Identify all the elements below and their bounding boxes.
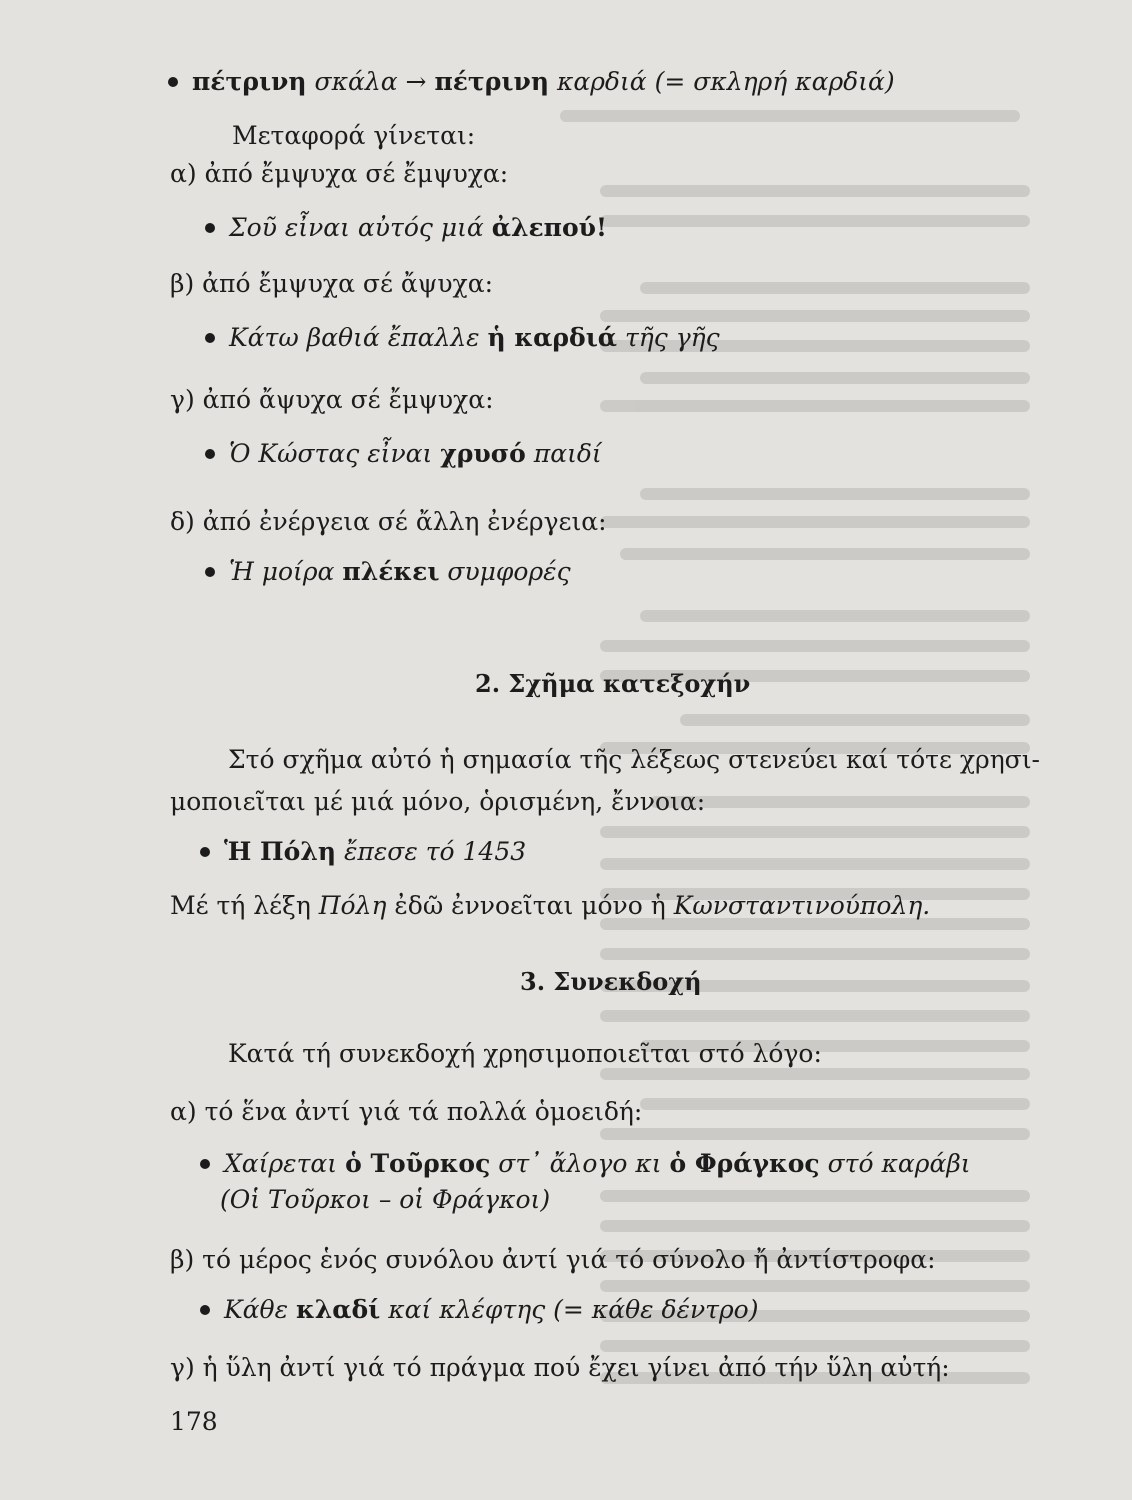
text-line-9: δ) ἀπό ἐνέργεια σέ ἄλλη ἐνέργεια: bbox=[170, 507, 607, 536]
text-line-5: β) ἀπό ἔμψυχα σέ ἄψυχα: bbox=[170, 269, 494, 298]
text-line-11: Στό σχῆμα αὐτό ἡ σημασία τῆς λέξεως στενεύει καί τότε χρησι- bbox=[228, 745, 1040, 774]
bullet-icon bbox=[205, 333, 215, 343]
example-line-20: Κάθε κλαδί καί κλέφτης (= κάθε δέντρο) bbox=[200, 1294, 759, 1326]
example-line-10: Ἡ μοίρα πλέκει συμφορές bbox=[205, 556, 571, 588]
text-line-15: Κατά τή συνεκδοχή χρησιμοποιεῖται στό λόγο: bbox=[228, 1039, 822, 1068]
example-line-8: Ὁ Κώστας εἶναι χρυσό παιδί bbox=[205, 438, 602, 470]
section-heading-3: 3. Συνεκδοχή bbox=[520, 967, 702, 996]
text-line-12: μοποιεῖται μέ μιά μόνο, ὁρισμένη, ἔννοια: bbox=[170, 787, 706, 816]
bullet-icon bbox=[205, 223, 215, 233]
page-number: 178 bbox=[170, 1407, 218, 1436]
text-line-18: (Οἱ Τοῦρκοι – οἱ Φράγκοι) bbox=[220, 1185, 551, 1214]
text-line-14: Μέ τή λέξη Πόλη ἐδῶ ἐννοεῖται μόνο ἡ Κωνσταντινούπολη. bbox=[170, 891, 931, 920]
text-line-16: α) τό ἕνα ἀντί γιά τά πολλά ὁμοειδή: bbox=[170, 1097, 643, 1126]
text-line-21: γ) ἡ ὕλη ἀντί γιά τό πράγμα πού ἔχει γίνει ἀπό τήν ὕλη αὐτή: bbox=[170, 1353, 950, 1382]
text-line-3: α) ἀπό ἔμψυχα σέ ἔμψυχα: bbox=[170, 159, 509, 188]
text-line-19: β) τό μέρος ἑνός συνόλου ἀντί γιά τό σύνολο ἤ ἀντίστροφα: bbox=[170, 1245, 936, 1274]
text-line-2: Μεταφορά γίνεται: bbox=[232, 121, 476, 150]
example-line-6: Κάτω βαθιά ἔπαλλε ἡ καρδιά τῆς γῆς bbox=[205, 322, 720, 354]
bullet-icon bbox=[168, 77, 178, 87]
example-line-4: Σοῦ εἶναι αὐτός μιά ἀλεπού! bbox=[205, 212, 607, 244]
section-heading-2: 2. Σχῆμα κατεξοχήν bbox=[475, 669, 751, 698]
bullet-icon bbox=[205, 449, 215, 459]
example-line-13: Ἡ Πόλη ἔπεσε τό 1453 bbox=[200, 836, 526, 868]
example-line-17: Χαίρεται ὁ Τοῦρκος στ᾽ ἄλογο κι ὁ Φράγκος στό καράβι bbox=[200, 1148, 971, 1180]
bullet-icon bbox=[200, 1305, 210, 1315]
bullet-icon bbox=[200, 1159, 210, 1169]
bullet-icon bbox=[200, 847, 210, 857]
text-line-7: γ) ἀπό ἄψυχα σέ ἔμψυχα: bbox=[170, 385, 494, 414]
bullet-icon bbox=[205, 567, 215, 577]
example-line-1: πέτρινη σκάλα → πέτρινη καρδιά (= σκληρή καρδιά) bbox=[168, 66, 895, 98]
